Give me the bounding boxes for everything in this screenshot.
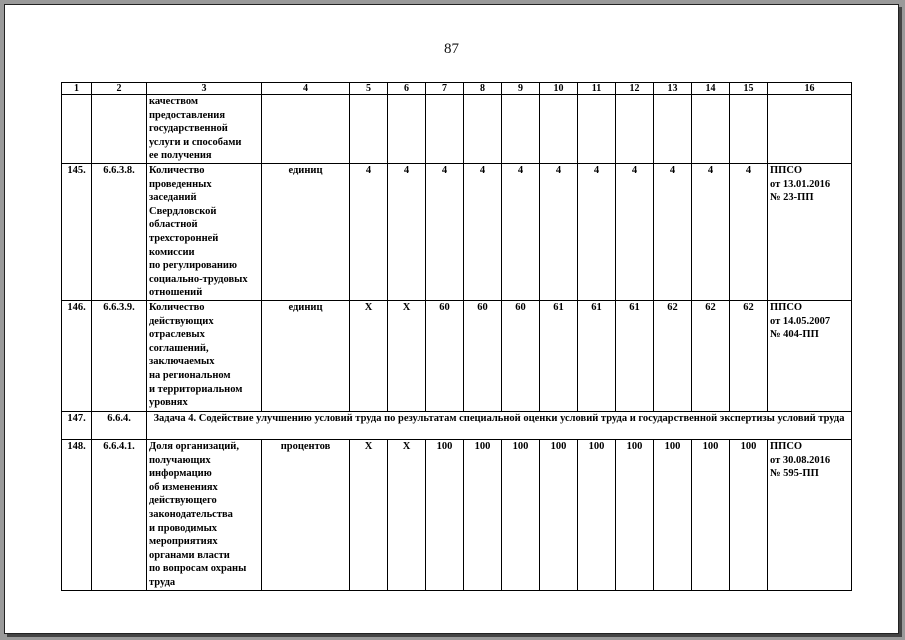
value-cell: 62 xyxy=(730,301,768,412)
value-cell xyxy=(692,95,730,164)
indicators-table xyxy=(61,82,852,591)
column-header: 11 xyxy=(578,83,616,95)
value-cell: Х xyxy=(350,440,388,591)
column-header: 1 xyxy=(62,83,92,95)
value-cell: 4 xyxy=(350,164,388,301)
value-cell: Х xyxy=(350,301,388,412)
value-cell xyxy=(540,95,578,164)
value-cell: 4 xyxy=(502,164,540,301)
task-heading: Задача 4. Содействие улучшению условий труда по результатам специальной оценки условий труда и государственной экспертизы условий труда xyxy=(147,412,852,440)
value-cell: 100 xyxy=(426,440,464,591)
table-body xyxy=(62,95,852,591)
row-number: 145. xyxy=(62,164,92,301)
indicator-name: Количество действующих отраслевых соглашений, заключаемых на региональном и территориальном уровнях xyxy=(147,301,262,412)
value-cell xyxy=(388,95,426,164)
value-cell: 100 xyxy=(502,440,540,591)
value-cell: Х xyxy=(388,301,426,412)
table-row xyxy=(62,440,852,591)
header-row xyxy=(62,83,852,95)
row-number xyxy=(62,95,92,164)
document-page xyxy=(4,4,899,634)
value-cell: 100 xyxy=(540,440,578,591)
column-header: 12 xyxy=(616,83,654,95)
table-row xyxy=(62,164,852,301)
row-number: 148. xyxy=(62,440,92,591)
value-cell: 4 xyxy=(426,164,464,301)
value-cell: 60 xyxy=(502,301,540,412)
value-cell: 4 xyxy=(388,164,426,301)
row-code: 6.6.4. xyxy=(92,412,147,440)
legal-act-cell: ППСО от 30.08.2016 № 595-ПП xyxy=(768,440,852,591)
value-cell xyxy=(654,95,692,164)
value-cell: 61 xyxy=(578,301,616,412)
value-cell: 100 xyxy=(616,440,654,591)
value-cell: 61 xyxy=(616,301,654,412)
table-row xyxy=(62,95,852,164)
column-header: 15 xyxy=(730,83,768,95)
column-header: 10 xyxy=(540,83,578,95)
value-cell: 60 xyxy=(464,301,502,412)
column-header: 14 xyxy=(692,83,730,95)
value-cell xyxy=(464,95,502,164)
legal-act-cell xyxy=(768,95,852,164)
value-cell: 100 xyxy=(730,440,768,591)
value-cell: 60 xyxy=(426,301,464,412)
value-cell xyxy=(578,95,616,164)
table-row xyxy=(62,412,852,440)
legal-act-cell: ППСО от 13.01.2016 № 23-ПП xyxy=(768,164,852,301)
value-cell xyxy=(350,95,388,164)
value-cell: 62 xyxy=(654,301,692,412)
column-header: 4 xyxy=(262,83,350,95)
value-cell: 100 xyxy=(692,440,730,591)
unit-cell: единиц xyxy=(262,301,350,412)
value-cell: 4 xyxy=(616,164,654,301)
value-cell: 4 xyxy=(692,164,730,301)
value-cell: 100 xyxy=(578,440,616,591)
value-cell xyxy=(502,95,540,164)
value-cell: 4 xyxy=(464,164,502,301)
legal-act-cell: ППСО от 14.05.2007 № 404-ПП xyxy=(768,301,852,412)
value-cell: 62 xyxy=(692,301,730,412)
value-cell: 4 xyxy=(730,164,768,301)
indicator-name: Доля организаций, получающих информацию об изменениях действующего законодательства и проводимых мероприятиях органами власти по вопросам охраны труда xyxy=(147,440,262,591)
column-header: 13 xyxy=(654,83,692,95)
unit-cell: единиц xyxy=(262,164,350,301)
value-cell: 4 xyxy=(540,164,578,301)
row-number: 147. xyxy=(62,412,92,440)
row-code: 6.6.3.9. xyxy=(92,301,147,412)
table-row xyxy=(62,301,852,412)
column-header: 3 xyxy=(147,83,262,95)
row-code: 6.6.3.8. xyxy=(92,164,147,301)
indicator-name: качеством предоставления государственной услуги и способами ее получения xyxy=(147,95,262,164)
value-cell xyxy=(730,95,768,164)
unit-cell: процентов xyxy=(262,440,350,591)
value-cell: 61 xyxy=(540,301,578,412)
page-number: 87 xyxy=(444,41,459,57)
unit-cell xyxy=(262,95,350,164)
row-code: 6.6.4.1. xyxy=(92,440,147,591)
value-cell: 4 xyxy=(578,164,616,301)
column-header: 6 xyxy=(388,83,426,95)
indicator-name: Количество проведенных заседаний Свердловской областной трехсторонней комиссии по регулированию социально-трудовых отношений xyxy=(147,164,262,301)
value-cell: 100 xyxy=(654,440,692,591)
column-header: 8 xyxy=(464,83,502,95)
column-header: 7 xyxy=(426,83,464,95)
column-header: 9 xyxy=(502,83,540,95)
value-cell: 100 xyxy=(464,440,502,591)
value-cell xyxy=(616,95,654,164)
column-header: 2 xyxy=(92,83,147,95)
column-header: 16 xyxy=(768,83,852,95)
value-cell: 4 xyxy=(654,164,692,301)
value-cell: Х xyxy=(388,440,426,591)
value-cell xyxy=(426,95,464,164)
column-header: 5 xyxy=(350,83,388,95)
row-number: 146. xyxy=(62,301,92,412)
row-code xyxy=(92,95,147,164)
